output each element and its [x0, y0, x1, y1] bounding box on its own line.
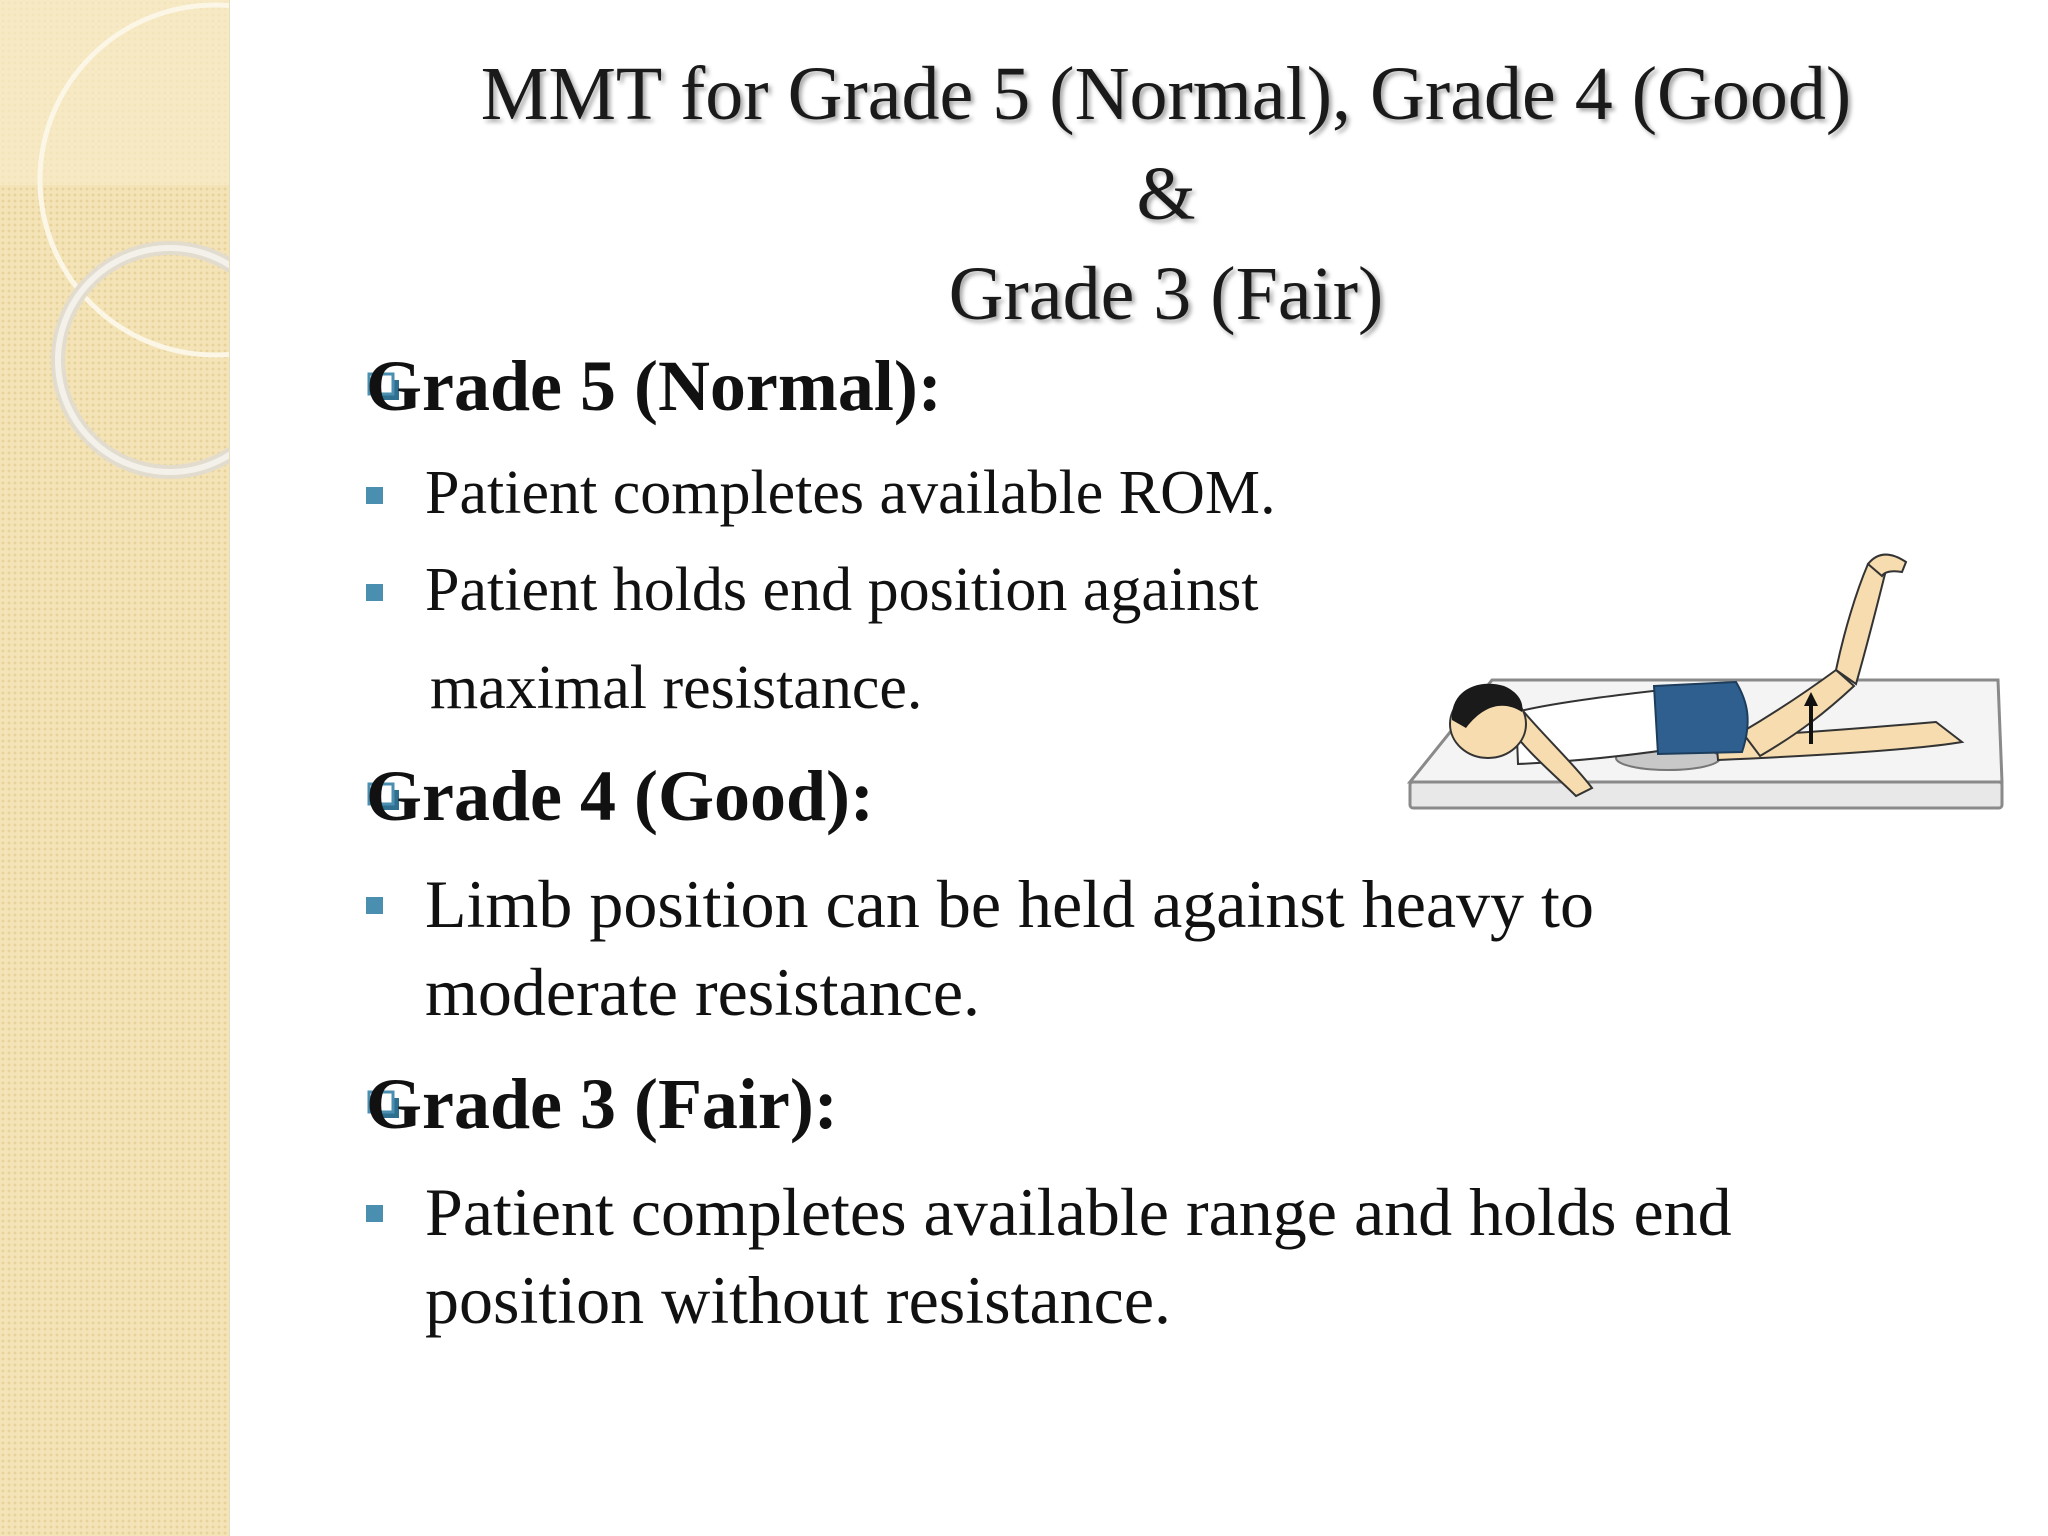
- grade-5-heading: Grade 5 (Normal):: [366, 346, 942, 426]
- decorative-circles: [0, 0, 229, 520]
- grade-3-line-1: Patient completes available range and holds end: [425, 1174, 1732, 1250]
- grade-5-line-3: maximal resistance.: [430, 654, 923, 722]
- square-bullet-icon: [366, 584, 383, 601]
- grade-4-heading: Grade 4 (Good):: [366, 756, 874, 836]
- slide-title-line-2: &: [1136, 152, 1196, 236]
- prone-hip-extension-illustration: [1406, 552, 2006, 842]
- grade-5-line-2: Patient holds end position against: [425, 556, 1259, 624]
- square-bullet-icon: [366, 1205, 383, 1222]
- slide-title-line-3: Grade 3 (Fair): [948, 252, 1384, 336]
- grade-5-line-1: Patient completes available ROM.: [425, 459, 1276, 527]
- grade-4-line-2: moderate resistance.: [425, 954, 981, 1030]
- grade-3-heading: Grade 3 (Fair):: [366, 1064, 838, 1144]
- grade-4-line-1: Limb position can be held against heavy to: [425, 866, 1594, 942]
- square-bullet-icon: [366, 487, 383, 504]
- decorative-sidebar: [0, 0, 230, 1536]
- slide-title-line-1: MMT for Grade 5 (Normal), Grade 4 (Good): [480, 52, 1852, 136]
- square-bullet-icon: [366, 897, 383, 914]
- grade-3-line-2: position without resistance.: [425, 1262, 1172, 1338]
